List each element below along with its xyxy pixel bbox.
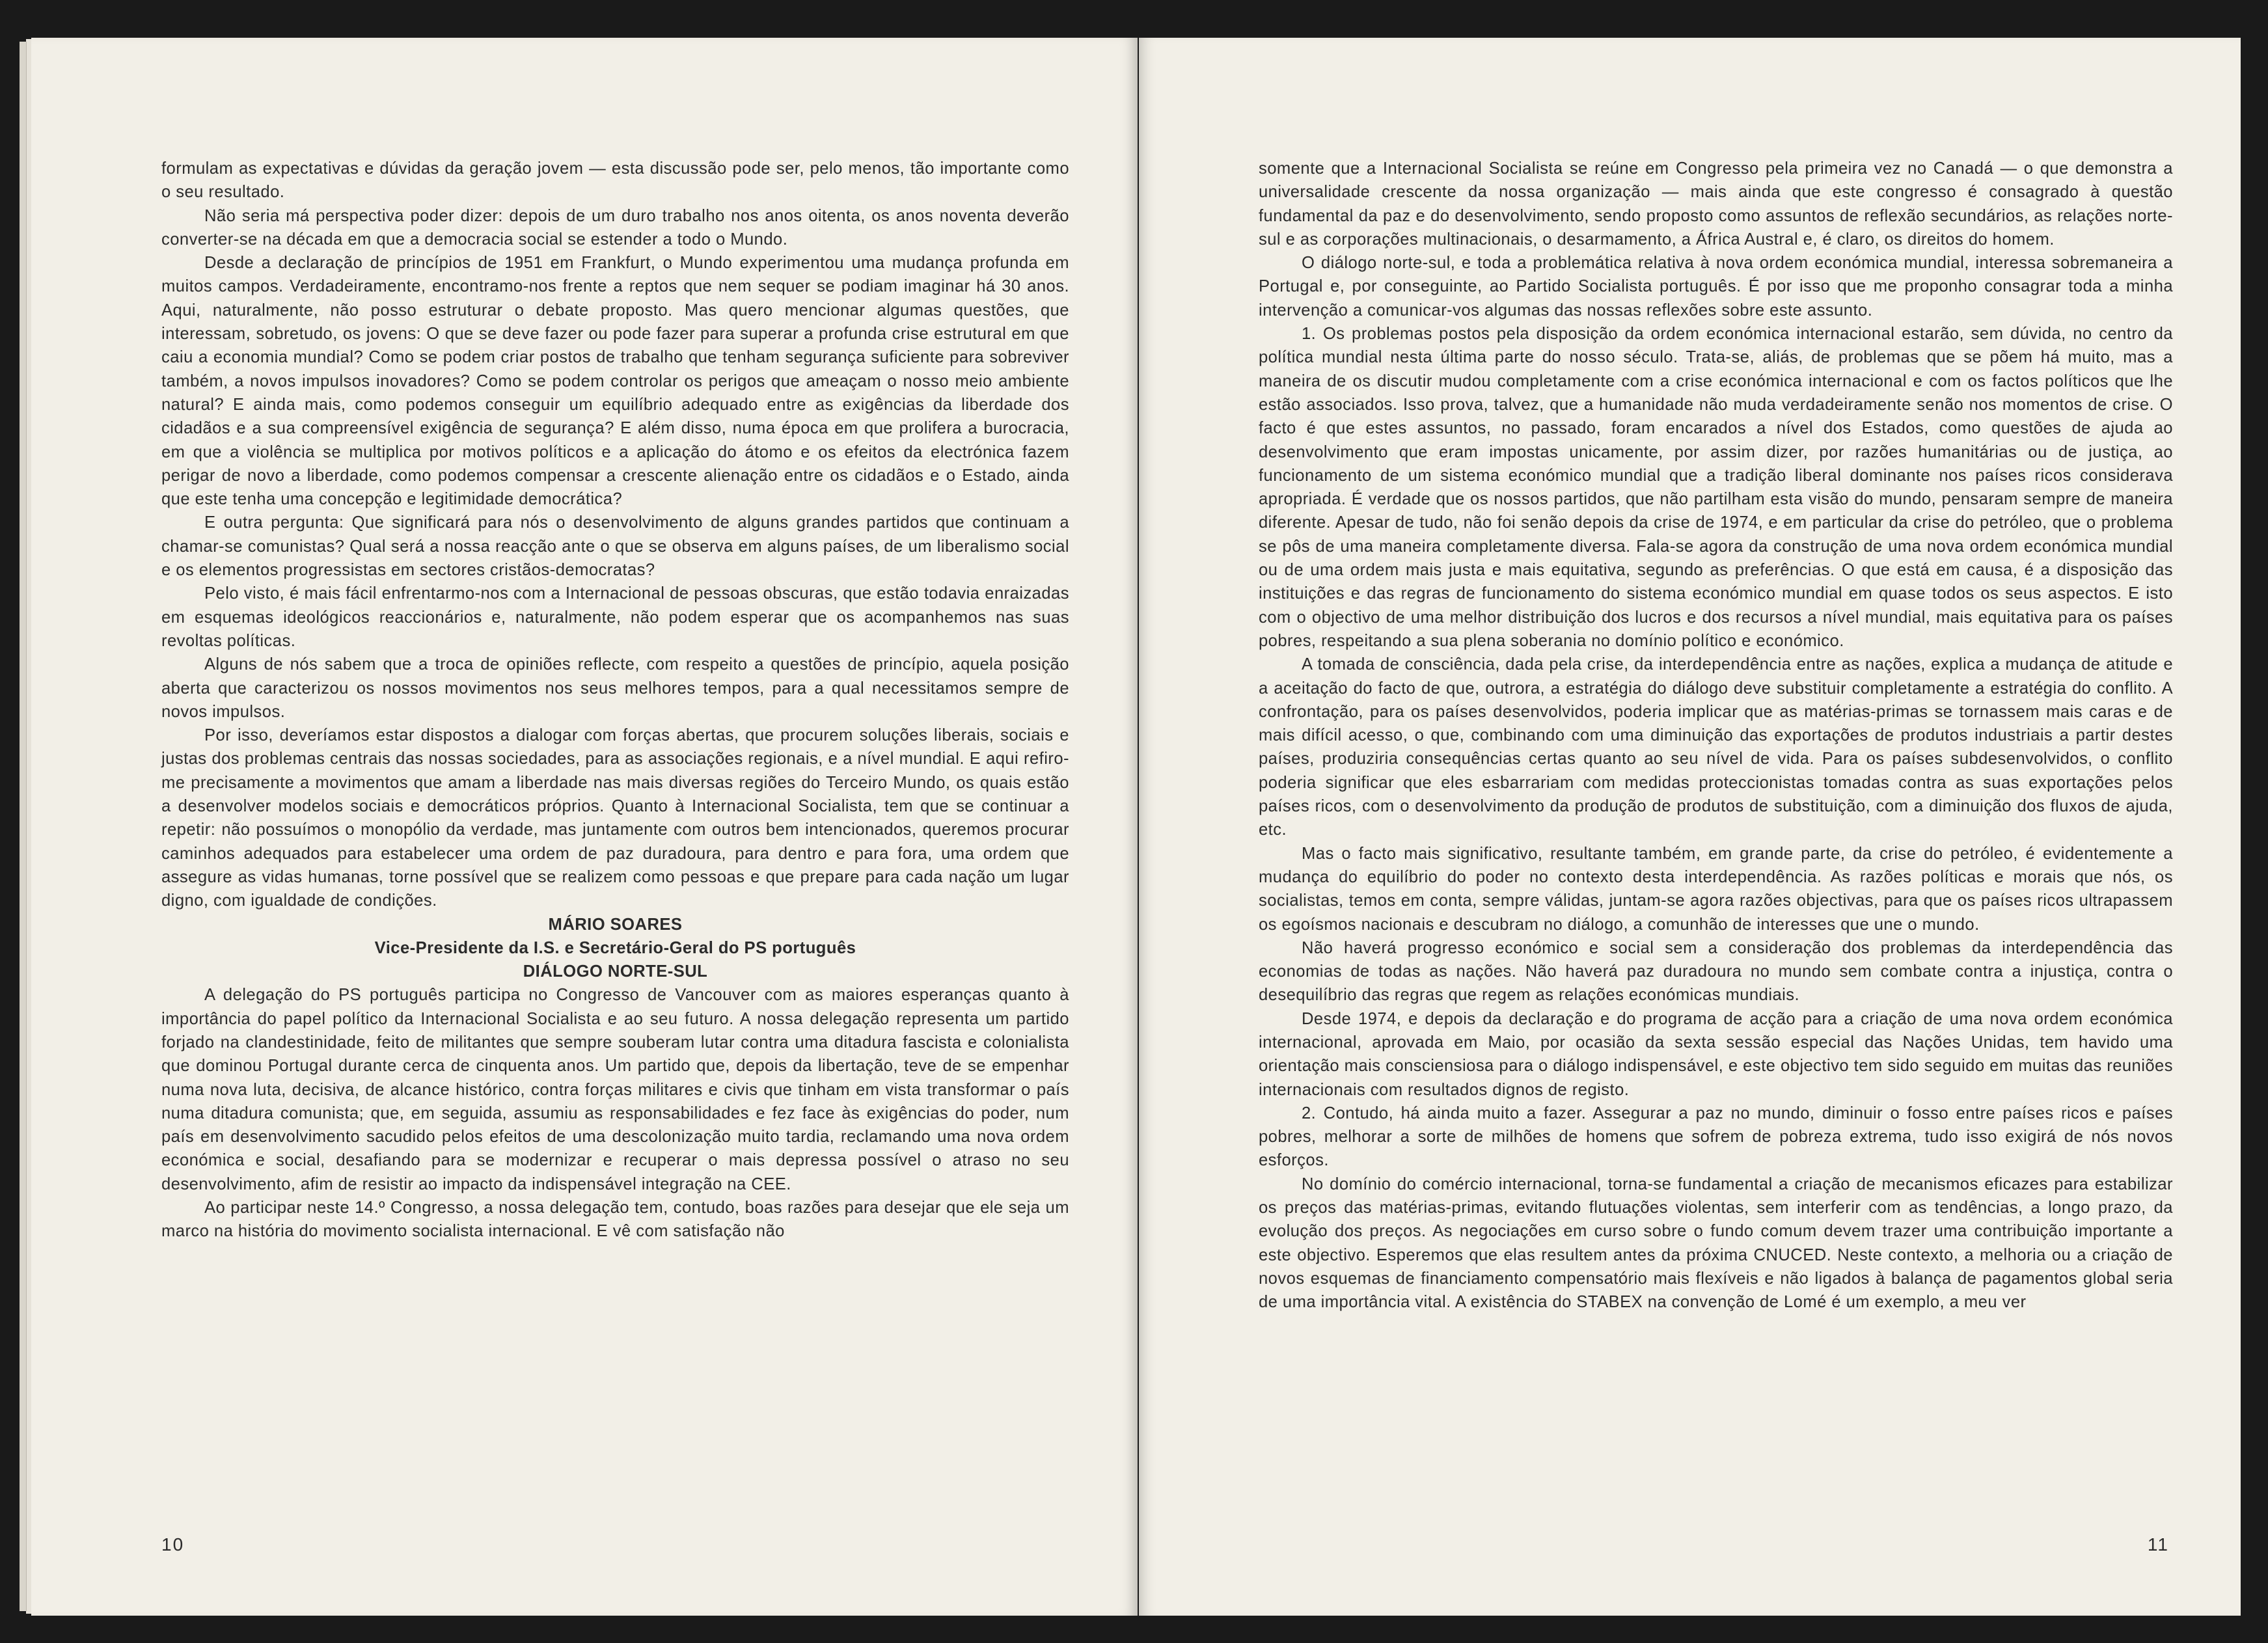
paragraph: Desde 1974, e depois da declaração e do programa de acção para a criação de uma nova ordem económica internacional, aprovada em Maio, por ocasião da sexta sessão especial das Nações Unidas, tem havido uma orientação mais consciensiosa para o diálogo indispensável, e este objectivo tem sido seguido em muitas das reuniões internacionais com resultados dignos de registo.: [1259, 1009, 2173, 1099]
paragraph: A delegação do PS português participa no Congresso de Vancouver com as maiores esperanças quanto à importância do papel político da Internacional Socialista e ao seu futuro. A nossa delegação representa um partido forjado na clandestinidade, feito de militantes que sempre souberam lutar contra uma ditadura fascista e colonialista que dominou Portugal durante cerca de cinquenta anos. Um partido que, depois da libertação, teve de se empenhar numa nova luta, decisiva, de alcance histórico, contra forças militares e civis que tinham em vista transformar o país numa ditadura comunista; que, em seguida, assumiu as responsabilidades e fez face às exigências do poder, num país em desenvolvimento sacudido pelos efeitos de uma descolonização muito tardia, reclamando uma nova ordem económica e social, desafiando para se modernizar e recuperar o mais depressa possível o atraso no seu desenvolvimento, afim de resistir ao impacto da indispensável integração na CEE.: [161, 986, 1069, 1193]
paragraph: Alguns de nós sabem que a troca de opiniões reflecte, com respeito a questões de princípio, aquela posição aberta que caracterizou os nossos movimentos nos seus melhores tempos, para a qual necessitamos sempre de novos impulsos.: [161, 655, 1069, 721]
left-paragraphs-bottom: [161, 983, 1069, 1243]
left-page-text: [161, 157, 1069, 1243]
page-number-left: 10: [161, 1534, 185, 1555]
paragraph: E outra pergunta: Que significará para nós o desenvolvimento de alguns grandes partidos que continuam a chamar-se comunistas? Qual será a nossa reacção ante o que se observa em alguns países, de um liberalismo social e os elementos progressistas em sectores cristãos-democratas?: [161, 513, 1069, 580]
paragraph: Mas o facto mais significativo, resultante também, em grande parte, da crise do petróleo, é evidentemente a mudança do equilíbrio do poder no contexto desta interdependência. As razões políticas e morais que nós, os socialistas, temos em conta, sempre válidas, juntam-se agora razões objectivas, para que os países ricos ultrapassem os egoísmos nacionais e descubram no diálogo, a comunhão de interesses que une o mundo.: [1259, 844, 2173, 934]
paragraph: Ao participar neste 14.º Congresso, a nossa delegação tem, contudo, boas razões para desejar que ele seja um marco na história do movimento socialista internacional. E vê com satisfação não: [161, 1199, 1069, 1241]
paragraph: 1. Os problemas postos pela disposição da ordem económica internacional estarão, sem dúvida, no centro da política mundial nesta última parte do nosso século. Trata-se, aliás, de problemas que se põem há muito, mas a maneira de os discutir mudou completamente com a crise económica internacional e com os factos políticos que lhe estão associados. Isso prova, talvez, que a humanidade não muda verdadeiramente senão nos momentos de crise. O facto é que estes assuntos, no passado, foram encarados a nível dos Estados, como questões de ajuda ao desenvolvimento que eram impostas unicamente, por assim dizer, por razões humanitárias ou de justiça, ao funcionamento de um sistema económico mundial que a tradição liberal dominante nos países ricos considerava apropriada. É verdade que os nossos partidos, que não partilham esta visão do mundo, pensaram sempre de maneira diferente. Apesar de tudo, não foi senão depois da crise de 1974, e em particular da crise do petróleo, que o problema se pôs de uma maneira completamente diversa. Fala-se agora da construção de uma nova ordem económica mundial ou de uma ordem mais justa e mais equitativa, segundo as preferências. O que está em causa, é a disposição das instituições e das regras de funcionamento do sistema económico mundial em quase todos os seus aspectos. E isto com o objectivo de uma melhor distribuição dos lucros e dos recursos a nível mundial, mais equitativa para os países pobres, respeitando a sua plena soberania no domínio político e económico.: [1259, 325, 2173, 650]
paragraph: Pelo visto, é mais fácil enfrentarmo-nos com a Internacional de pessoas obscuras, que estão todavia enraizadas em esquemas ideológicos reaccionários e, naturalmente, não podem esperar que os acompanhemos nas suas revoltas políticas.: [161, 584, 1069, 650]
paragraph: 2. Contudo, há ainda muito a fazer. Assegurar a paz no mundo, diminuir o fosso entre países ricos e países pobres, melhorar a sorte de milhões de homens que sofrem de pobreza extrema, tudo isso exigirá de nós novos esforços.: [1259, 1104, 2173, 1170]
paragraph: Desde a declaração de princípios de 1951 em Frankfurt, o Mundo experimentou uma mudança profunda em muitos campos. Verdadeiramente, encontramo-nos frente a reptos que nem sequer se podiam imaginar há 30 anos. Aqui, naturalmente, não posso estruturar o debate proposto. Mas quero mencionar algumas questões, que interessam, sobretudo, os jovens: O que se deve fazer ou pode fazer para superar a profunda crise estrutural em que caiu a economia mundial? Como se podem criar postos de trabalho que tenham segurança suficiente para sobreviver também, a novos impulsos inovadores? Como se podem controlar os perigos que ameaçam o nosso meio ambiente natural? E ainda mais, como podemos conseguir um equilíbrio adequado entre as exigências da liberdade dos cidadãos e a sua compreensível exigência de segurança? E além disso, numa época em que prolifera a burocracia, em que a violência se multiplica por motivos políticos e a aplicação do átomo e os efeitos da electrónica fazem perigar de novo a liberdade, como podemos compensar a crescente alienação entre os cidadãos e o Estado, ainda que este tenha uma concepção e legitimidade democrática?: [161, 254, 1069, 509]
paragraph: formulam as expectativas e dúvidas da geração jovem — esta discussão pode ser, pelo menos, tão importante como o seu resultado.: [161, 159, 1069, 202]
right-page: [1139, 38, 2241, 1616]
left-paragraphs-top: [161, 157, 1069, 913]
paragraph: Não haverá progresso económico e social sem a consideração dos problemas da interdependência das economias de todas as nações. Não haverá paz duradoura no mundo sem combate contra a injustiça, contra o desequilíbrio das regras que regem as relações económicas mundiais.: [1259, 938, 2173, 1005]
paragraph: O diálogo norte-sul, e toda a problemática relativa à nova ordem económica mundial, interessa sobremaneira a Portugal e, por conseguinte, ao Partido Socialista português. É por isso que me proponho consagrar toda a minha intervenção a comunicar-vos algumas das nossas reflexões sobre este assunto.: [1259, 254, 2173, 319]
book-page-edges-shadow: [20, 42, 27, 1611]
page-number-right: 11: [2147, 1534, 2169, 1555]
right-paragraphs: [1259, 157, 2173, 1314]
paragraph: Não seria má perspectiva poder dizer: depois de um duro trabalho nos anos oitenta, os anos noventa deverão converter-se na década em que a democracia social se estender a todo o Mundo.: [161, 206, 1069, 249]
paragraph: Por isso, deveríamos estar dispostos a dialogar com forças abertas, que procurem soluções liberais, sociais e justas dos problemas centrais das nossas sociedades, para as associações regionais, e a nível mundial. E aqui refiro-me precisamente a movimentos que amam a liberdade nas mais diversas regiões do Terceiro Mundo, os quais estão a desenvolver modelos sociais e democráticos próprios. Quanto à Internacional Socialista, tem que se continuar a repetir: não possuímos o monopólio da verdade, mas juntamente com outros bem intencionados, queremos procurar caminhos adequados para estabelecer uma ordem de paz duradoura, para dentro e para fora, uma ordem que assegure as vidas humanas, torne possível que se realizem como pessoas e que prepare para cada nação um lugar digno, com igualdade de condições.: [161, 726, 1069, 910]
right-page-text: [1259, 157, 2173, 1314]
author-role: Vice-Presidente da I.S. e Secretário-Geral do PS português: [374, 938, 856, 957]
paragraph: somente que a Internacional Socialista se reúne em Congresso pela primeira vez no Canadá — o que demonstra a universalidade crescente da nossa organização — mais ainda que este congresso é consagrado à questão fundamental da paz e do desenvolvimento, sendo proposto como assuntos de reflexão secundários, as relações norte-sul e as corporações multinacionais, o desarmamento, a África Austral e, é claro, os direitos do homem.: [1259, 159, 2173, 249]
book-page-edges: [26, 39, 31, 1614]
paragraph: A tomada de consciência, dada pela crise, da interdependência entre as nações, explica a mudança de atitude e a aceitação do facto de que, outrora, a estratégia do diálogo deve substituir completamente a estratégia do conflito. A confrontação, para os países desenvolvidos, poderia implicar que as matérias-primas se tornassem mais caras e de mais difícil acesso, o que, combinando com uma diminuição das exportações de produtos industriais a partir destes países, produziria consequências certas quanto ao seu nível de vida. Para os países subdesenvolvidos, o conflito poderia significar que eles esbarrariam com medidas proteccionistas tomadas contra as suas exportações pelos países ricos, com o desenvolvimento da produção de produtos de substituição, com a diminuição dos fluxos de ajuda, etc.: [1259, 655, 2173, 839]
author-name: MÁRIO SOARES: [548, 915, 683, 934]
left-page: [31, 38, 1138, 1616]
section-title: DIÁLOGO NORTE-SUL: [523, 962, 708, 981]
paragraph: No domínio do comércio internacional, torna-se fundamental a criação de mecanismos eficazes para estabilizar os preços das matérias-primas, evitando flutuações violentas, sem interferir com as tendências, a longo prazo, da evolução dos preços. As negociações em curso sobre o fundo comum devem trazer uma contribuição importante a este objectivo. Esperemos que elas resultem antes da próxima CNUCED. Neste contexto, a melhoria ou a criação de novos esquemas de financiamento compensatório mais flexíveis e não ligados à balança de pagamentos global seria de uma importância vital. A existência do STABEX na convenção de Lomé é um exemplo, a meu ver: [1259, 1175, 2173, 1312]
